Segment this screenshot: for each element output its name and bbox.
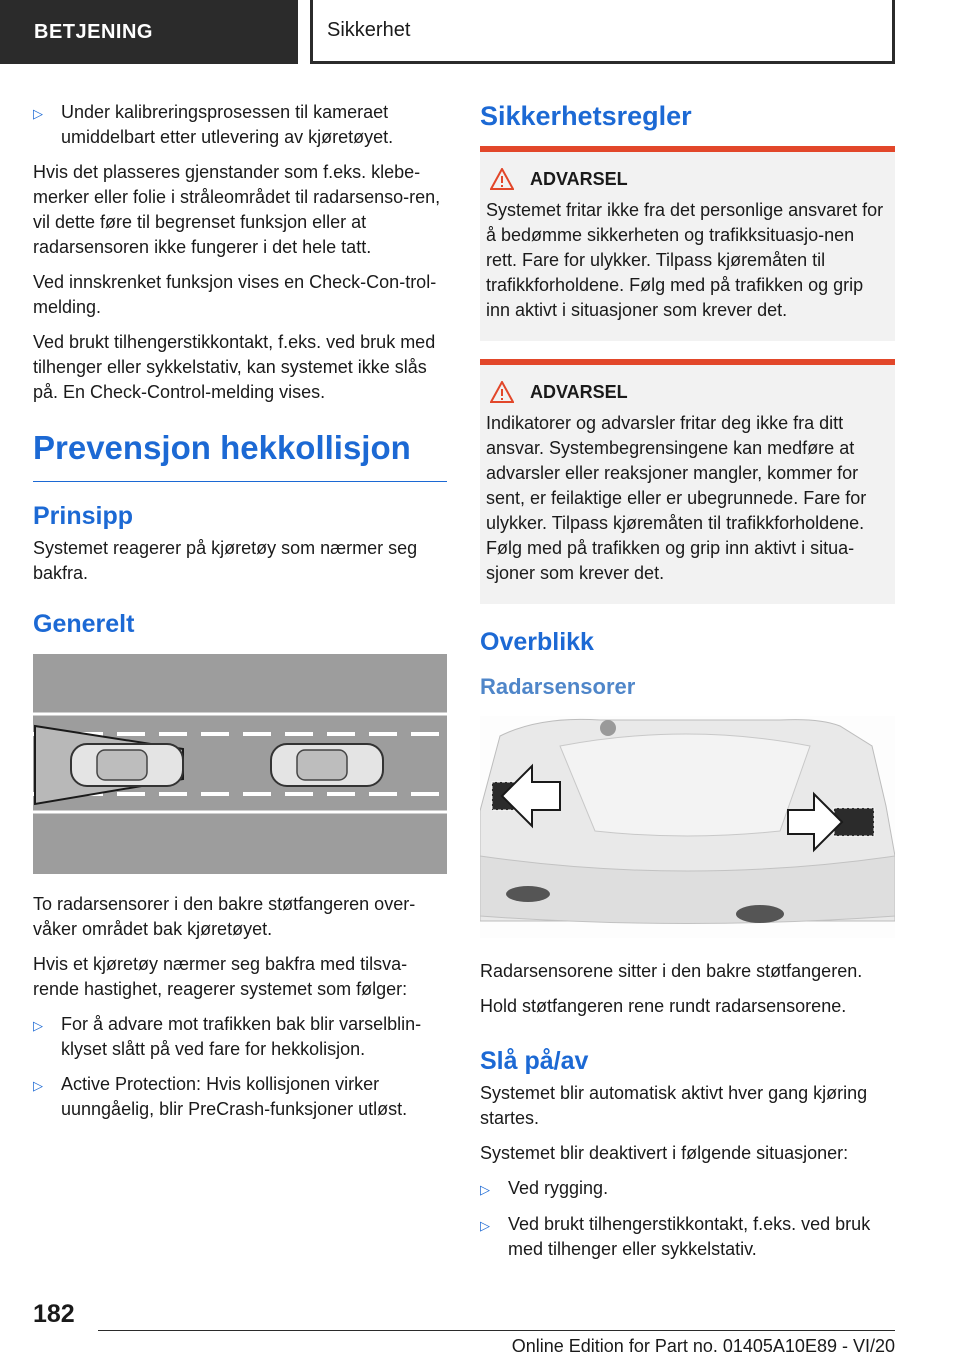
- car-rear-image: [480, 716, 895, 938]
- radar-heading: Radarsensorer: [480, 674, 636, 699]
- list-item: [33, 1012, 447, 1062]
- paragraph: Ved brukt tilhengerstikkontakt, f.eks. ved bruk med tilhenger eller sykkelstativ, kan systemet ikke slås på. En Check-Control-melding vises.: [33, 332, 436, 402]
- triangle-bullet-icon: ▷: [480, 1182, 490, 1197]
- triangle-bullet-icon: ▷: [33, 1018, 43, 1033]
- warning-triangle-icon: [490, 381, 514, 403]
- paragraph: Systemet blir automatisk aktivt hver gang kjøring startes.: [480, 1083, 868, 1128]
- general-heading: Generelt: [33, 610, 135, 638]
- warning-box: [480, 146, 895, 341]
- chapter-label: Sikkerhet: [327, 19, 411, 41]
- car-icon: [71, 744, 183, 786]
- rear-collision-illustration: [33, 654, 447, 874]
- footer-divider: [98, 1330, 895, 1331]
- onoff-heading: Slå på/av: [480, 1047, 589, 1075]
- principle-heading: Prinsipp: [33, 502, 134, 530]
- list-item: [33, 100, 447, 150]
- warning-text: Systemet fritar ikke fra det personlige ansvaret for å bedømme sikkerheten og trafikksituasjo-nen rett. Fare for ulykker. Tilpass kjøremåten til trafikkforholdene. Følg med på trafikken og grip inn aktivt i situasjoner som krever det.: [486, 200, 884, 320]
- triangle-bullet-icon: ▷: [33, 106, 43, 121]
- warning-text: Indikatorer og advarsler fritar deg ikke fra ditt ansvar. Systembegrensingene kan medføre at advarsler eller reaksjoner mangler, kommer for sent, er feilaktige eller er ubegrunnede. Fare for ulykker. Tilpass kjøremåten til trafikkforholdene. Følg med på trafikken og grip inn aktivt i situa-sjoner som krever det.: [486, 413, 867, 583]
- bullet-text: Ved rygging.: [508, 1178, 609, 1198]
- road-diagram: [33, 654, 447, 874]
- paragraph: Hvis et kjøretøy nærmer seg bakfra med tilsva-rende hastighet, reagerer systemet som følger:: [33, 954, 408, 999]
- page-title: Prevensjon hekkollisjon: [33, 429, 411, 466]
- paragraph: Ved innskrenket funksjon vises en Check-Con-trol-melding.: [33, 272, 437, 317]
- paragraph: Systemet blir deaktivert i følgende situasjoner:: [480, 1143, 849, 1163]
- triangle-bullet-icon: ▷: [33, 1078, 43, 1093]
- warning-label: ADVARSEL: [530, 381, 628, 402]
- paragraph: Systemet reagerer på kjøretøy som nærmer seg bakfra.: [33, 538, 418, 583]
- title-divider: [33, 481, 447, 482]
- warning-box: [480, 359, 895, 604]
- safety-heading: Sikkerhetsregler: [480, 101, 692, 131]
- bullet-text: For å advare mot trafikken bak blir varselblin-klyset slått på ved fare for hekkolisjon.: [61, 1014, 422, 1059]
- left-column: [33, 100, 447, 1132]
- overview-heading: Overblikk: [480, 628, 594, 656]
- warning-triangle-icon: [490, 168, 514, 190]
- chapter-tab: [310, 0, 895, 64]
- paragraph: To radarsensorer i den bakre støtfangeren over-våker området bak kjøretøyet.: [33, 894, 416, 939]
- list-item: [33, 1072, 447, 1122]
- paragraph: Hold støtfangeren rene rundt radarsensorene.: [480, 996, 847, 1016]
- triangle-bullet-icon: ▷: [480, 1218, 490, 1233]
- bullet-text: Ved brukt tilhengerstikkontakt, f.eks. ved bruk med tilhenger eller sykkelstativ.: [508, 1214, 871, 1259]
- list-item: [480, 1176, 895, 1202]
- bullet-text: Under kalibreringsprosessen til kameraet umiddelbart etter utlevering av kjøretøyet.: [61, 102, 394, 147]
- section-tab: [0, 0, 298, 64]
- car-icon: [271, 744, 383, 786]
- section-label: BETJENING: [34, 20, 153, 43]
- warning-label: ADVARSEL: [530, 168, 628, 189]
- bullet-text: Active Protection: Hvis kollisjonen virker uunngåelig, blir PreCrash-funksjoner utløst.: [61, 1074, 408, 1119]
- right-column: [480, 100, 895, 1272]
- edition-text: Online Edition for Part no. 01405A10E89 - VI/20: [511, 1336, 895, 1356]
- paragraph: Hvis det plasseres gjenstander som f.eks. klebe-merker eller folie i stråleområdet til radarsenso-ren, vil dette føre til begrenset funksjon eller at radarsensoren ikke fungerer i det hele tatt.: [33, 162, 441, 257]
- page-number: 182: [33, 1300, 75, 1328]
- list-item: [480, 1212, 895, 1262]
- paragraph: Radarsensorene sitter i den bakre støtfangeren.: [480, 961, 863, 981]
- radar-sensor-illustration: [480, 716, 895, 943]
